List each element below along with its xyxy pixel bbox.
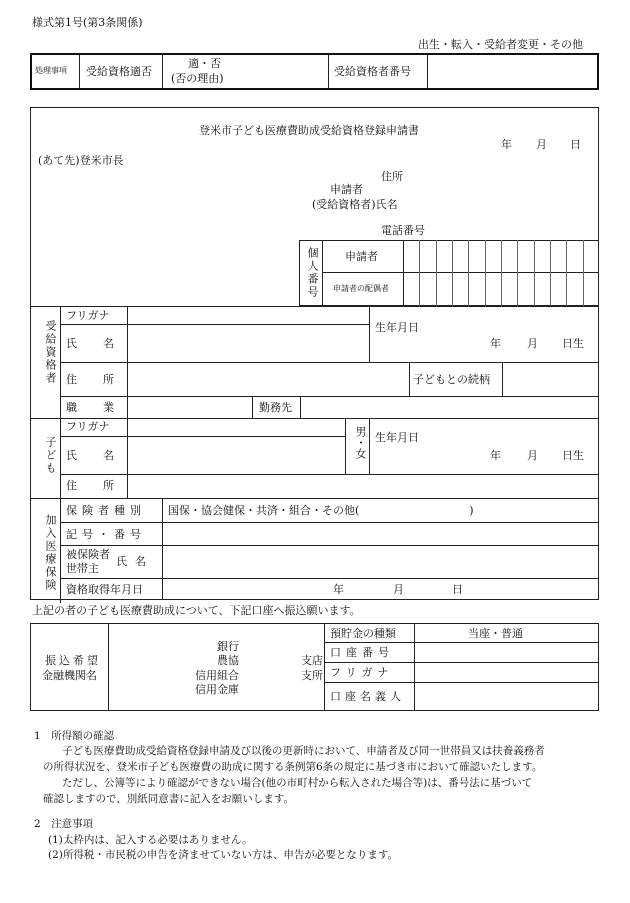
bank-type-credit-union: 信用組合: [195, 669, 239, 682]
personal-number-grid: [299, 240, 599, 306]
insurance-section-label: 加入医療保険: [44, 514, 57, 592]
digit-cell-divider: [452, 240, 453, 306]
recipient-address-label: 住所: [66, 373, 140, 386]
digit-cell-divider: [419, 240, 420, 306]
phone-label: 電話番号: [381, 224, 425, 237]
digit-cell-divider: [534, 240, 535, 306]
insured-label-1: 被保険者: [66, 548, 110, 561]
digit-cell-divider: [485, 240, 486, 306]
digit-cell-divider: [468, 240, 469, 306]
insurance-acquired-label: 資格取得年月日: [66, 583, 143, 596]
deposit-type-label: 預貯金の種類: [330, 627, 396, 640]
digit-cell-divider: [550, 240, 551, 306]
bank-institution-label-2: 金融機関名: [42, 669, 97, 682]
personal-number-row-spouse: 申請者の配偶者: [333, 284, 389, 293]
applicant-label: 申請者: [330, 183, 363, 196]
acquired-year: 年: [333, 583, 344, 596]
bank-institution-label-1: 振込希望: [45, 654, 101, 667]
recipient-dob-day: 日生: [562, 337, 584, 350]
branch-type-office: 支所: [301, 669, 323, 682]
recipient-name-label: 氏名: [66, 337, 140, 350]
application-reasons: 出生・転入・受給者変更・その他: [418, 38, 583, 51]
acquired-day: 日: [452, 583, 463, 596]
addressee: (あて先)登米市長: [38, 154, 124, 167]
digit-cell-divider: [517, 240, 518, 306]
income-para-1a: 子ども医療費助成受給資格登録申請及び以後の更新時において、申請者及び同一世帯員又は扶養義務者: [62, 745, 545, 757]
child-name-label: 氏名: [66, 449, 140, 462]
recipient-furigana-label: フリガナ: [66, 309, 110, 322]
insured-label-2: 世帯主: [66, 562, 99, 575]
date-year: 年: [501, 138, 512, 151]
personal-number-label: 個人番号: [306, 247, 319, 299]
transfer-statement: 上記の者の子ども医療費助成について、下記口座へ振込願います。: [32, 604, 361, 617]
recipient-relation-label: 子どもとの続柄: [413, 373, 490, 386]
income-para-2a: ただし、公簿等により確認ができない場合(他の市町村から転入された場合等)は、番号法に基づいて: [62, 777, 533, 789]
child-dob-day: 日生: [562, 449, 584, 462]
bank-type-bank: 銀行: [217, 640, 239, 653]
child-dob-label: 生年月日: [375, 431, 419, 444]
deposit-type-value: 当座・普通: [468, 627, 523, 640]
cert-number-label: 受給資格者番号: [334, 65, 411, 78]
insured-name-label: 氏名: [116, 555, 154, 568]
account-holder-label: 口座名義人: [330, 690, 405, 703]
bank-type-ja: 農協: [217, 654, 239, 667]
caution-1: (1)太枠内は、記入する必要はありません。: [48, 834, 253, 846]
digit-cell-divider: [583, 240, 584, 306]
child-gender-label: 男・女: [354, 426, 367, 459]
date-day: 日: [570, 138, 581, 151]
acquired-month: 月: [393, 583, 404, 596]
insurance-type-label: 保険者種別: [66, 504, 146, 517]
recipient-section-label: 受給資格者: [44, 320, 57, 385]
insurance-type-options: 国保・協会健保・共済・組合・その他( ): [168, 504, 474, 517]
applicant-address-label: 住所: [381, 170, 403, 183]
child-address-label: 住所: [66, 479, 140, 492]
income-para-2b: 確認しますので、別紙同意書に記入をお願いします。: [43, 793, 294, 805]
digit-cell-divider: [436, 240, 437, 306]
child-furigana-label: フリガナ: [66, 420, 110, 433]
application-form: [30, 107, 599, 600]
recipient-dob-month: 月: [527, 337, 538, 350]
approval-label: 適・否: [188, 57, 221, 70]
child-dob-month: 月: [527, 449, 538, 462]
applicant-name-label: (受給資格者)氏名: [312, 198, 398, 211]
caution-2: (2)所得税・市民税の申告を済ませていない方は、申告が必要となります。: [48, 849, 399, 861]
bank-type-shinkin: 信用金庫: [195, 683, 239, 696]
reason-label: (否の理由): [171, 72, 224, 85]
form-number: 様式第1号(第3条関係): [32, 16, 143, 29]
eligibility-label: 受給資格適否: [86, 65, 152, 78]
digit-cell-divider: [566, 240, 567, 306]
recipient-occupation-label: 職業: [66, 401, 140, 414]
recipient-workplace-label: 勤務先: [259, 401, 292, 414]
date-month: 月: [536, 138, 547, 151]
income-heading: 1 所得額の確認: [34, 730, 115, 742]
bank-furigana-label: フリガナ: [330, 666, 394, 679]
branch-type-branch: 支店: [301, 654, 323, 667]
caution-heading: 2 注意事項: [34, 818, 94, 830]
processing-label: 処理事項: [35, 66, 67, 75]
recipient-dob-label: 生年月日: [375, 321, 419, 334]
child-dob-year: 年: [490, 449, 501, 462]
insurance-symbol-label: 記号・番号: [66, 528, 146, 541]
form-title: 登米市子ども医療費助成受給資格登録申請書: [199, 124, 419, 137]
child-section-label: 子ども: [44, 436, 57, 475]
recipient-dob-year: 年: [490, 337, 501, 350]
personal-number-row-applicant: 申請者: [345, 250, 378, 263]
digit-cell-divider: [501, 240, 502, 306]
income-para-1b: の所得状況を、登米市子ども医療費の助成に関する条例第6条の規定に基づき市において確認いたします。: [43, 761, 543, 773]
account-number-label: 口座番号: [330, 646, 394, 659]
